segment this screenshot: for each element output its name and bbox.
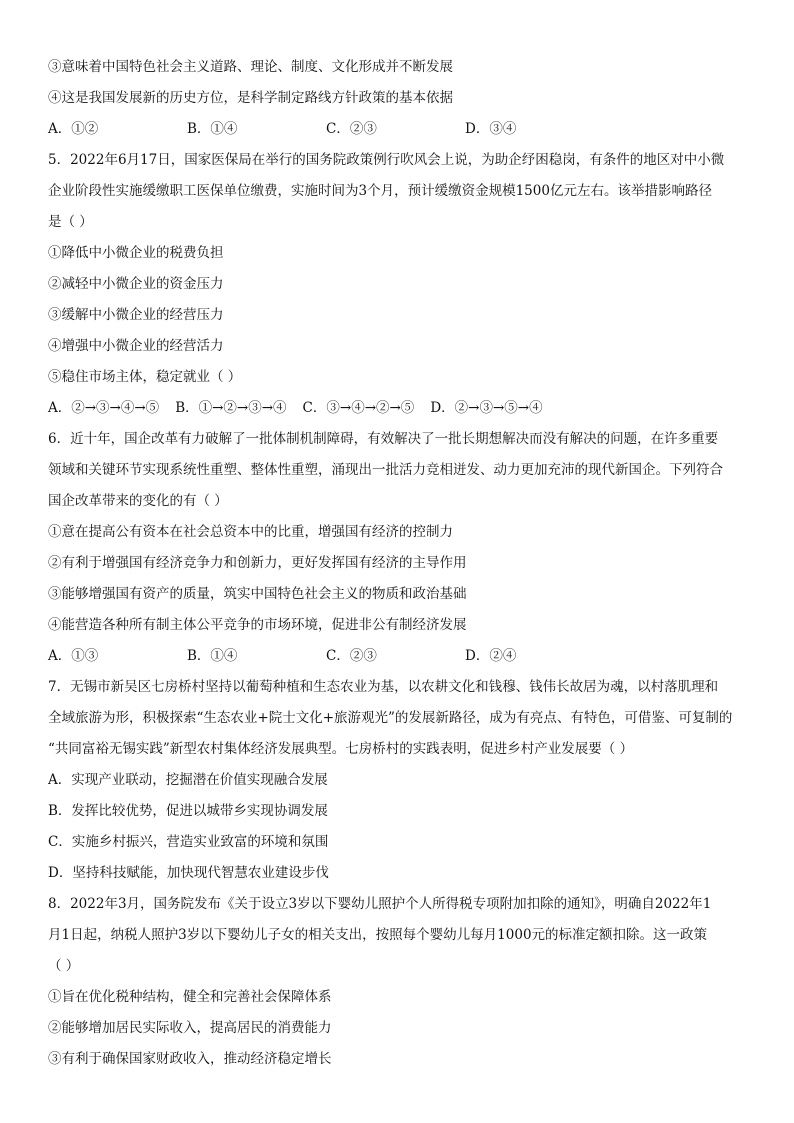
- q4-option-c[interactable]: C．②③: [326, 121, 377, 137]
- q5-statement-1: ①降低中小微企业的税费负担: [48, 245, 224, 261]
- q5-statement-4: ④增强中小微企业的经营活力: [48, 338, 224, 354]
- q7-option-c[interactable]: C．实施乡村振兴，营造实业致富的环境和氛围: [48, 834, 329, 850]
- q5-stem-line-1: 5．2022年6月17日，国家医保局在举行的国务院政策例行吹风会上说，为助企纾困稳岗，有条件的地区对中小微: [48, 152, 725, 168]
- q5-option-d[interactable]: D．②→③→⑤→④: [430, 400, 543, 416]
- q7-option-a[interactable]: A．实现产业联动，挖掘潜在价值实现融合发展: [48, 772, 328, 788]
- q8-statement-2: ②能够增加居民实际收入，提高居民的消费能力: [48, 1020, 332, 1036]
- q4-options: [48, 114, 748, 145]
- q6-statement-2: ②有利于增强国有经济竞争力和创新力，更好发挥国有经济的主导作用: [48, 555, 467, 571]
- q7-stem-line-1: 7．无锡市新吴区七房桥村坚持以葡萄种植和生态农业为基，以农耕文化和钱穆、钱伟长故居为魂，以村落肌理和: [48, 679, 719, 695]
- q5-statement-2: ②减轻中小微企业的资金压力: [48, 276, 224, 292]
- q8-stem-line-2: 月1日起，纳税人照护3岁以下婴幼儿子女的相关支出，按照每个婴幼儿每月1000元的标准定额扣除。这一政策: [48, 927, 708, 943]
- q6-options: [48, 641, 748, 672]
- q8-stem-line-1: 8．2022年3月，国务院发布《关于设立3岁以下婴幼儿照护个人所得税专项附加扣除的通知》，明确自2022年1: [48, 896, 712, 912]
- q7-option-d[interactable]: D．坚持科技赋能，加快现代智慧农业建设步伐: [48, 865, 329, 881]
- q8-stem-line-3: （ ）: [48, 958, 80, 974]
- q6-statement-1: ①意在提高公有资本在社会总资本中的比重，增强国有经济的控制力: [48, 524, 453, 540]
- q5-option-b[interactable]: B．①→②→③→④: [175, 400, 287, 416]
- q4-statement-4: ④这是我国发展新的历史方位，是科学制定路线方针政策的基本依据: [48, 90, 453, 106]
- q6-option-c[interactable]: C．②③: [326, 648, 377, 664]
- q6-stem-line-3: 国企改革带来的变化的有（ ）: [48, 493, 228, 509]
- q7-stem-line-2: 全域旅游为形，积极探索“生态农业+院士文化+旅游观光”的发展新路径，成为有亮点、有特色，可借鉴、可复制的: [48, 710, 733, 726]
- q5-option-a[interactable]: A．②→③→④→⑤: [48, 400, 160, 416]
- q5-statement-5: ⑤稳住市场主体，稳定就业（ ）: [48, 369, 242, 385]
- q8-statement-3: ③有利于确保国家财政收入，推动经济稳定增长: [48, 1051, 332, 1067]
- exam-page: [48, 52, 748, 1075]
- q5-stem-line-3: 是（ ）: [48, 214, 93, 230]
- q7-stem-line-3: “共同富裕无锡实践”新型农村集体经济发展典型。七房桥村的实践表明，促进乡村产业发展要（ ）: [48, 741, 634, 757]
- q6-option-a[interactable]: A．①③: [48, 648, 99, 664]
- q5-statement-3: ③缓解中小微企业的经营压力: [48, 307, 224, 323]
- q5-option-c[interactable]: C．③→④→②→⑤: [302, 400, 415, 416]
- q6-option-d[interactable]: D．②④: [465, 648, 517, 664]
- q6-option-b[interactable]: B．①④: [187, 648, 238, 664]
- q4-statement-3: ③意味着中国特色社会主义道路、理论、制度、文化形成并不断发展: [48, 59, 453, 75]
- q6-stem-line-2: 领域和关键环节实现系统性重塑、整体性重塑，涌现出一批活力竞相迸发、动力更加充沛的现代新国企。下列符合: [48, 462, 723, 478]
- q4-option-a[interactable]: A．①②: [48, 121, 99, 137]
- q6-statement-3: ③能够增强国有资产的质量，筑实中国特色社会主义的物质和政治基础: [48, 586, 467, 602]
- q6-statement-4: ④能营造各种所有制主体公平竞争的市场环境，促进非公有制经济发展: [48, 617, 467, 633]
- q5-stem-line-2: 企业阶段性实施缓缴职工医保单位缴费，实施时间为3个月，预计缓缴资金规模1500亿元左右。该举措影响路径: [48, 183, 712, 199]
- q8-statement-1: ①旨在优化税种结构，健全和完善社会保障体系: [48, 989, 332, 1005]
- q5-options: [48, 393, 748, 424]
- q4-option-b[interactable]: B．①④: [187, 121, 238, 137]
- q7-option-b[interactable]: B．发挥比较优势，促进以城带乡实现协调发展: [48, 803, 328, 819]
- q6-stem-line-1: 6．近十年，国企改革有力破解了一批体制机制障碍，有效解决了一批长期想解决而没有解决的问题，在许多重要: [48, 431, 719, 447]
- q4-option-d[interactable]: D．③④: [465, 121, 517, 137]
